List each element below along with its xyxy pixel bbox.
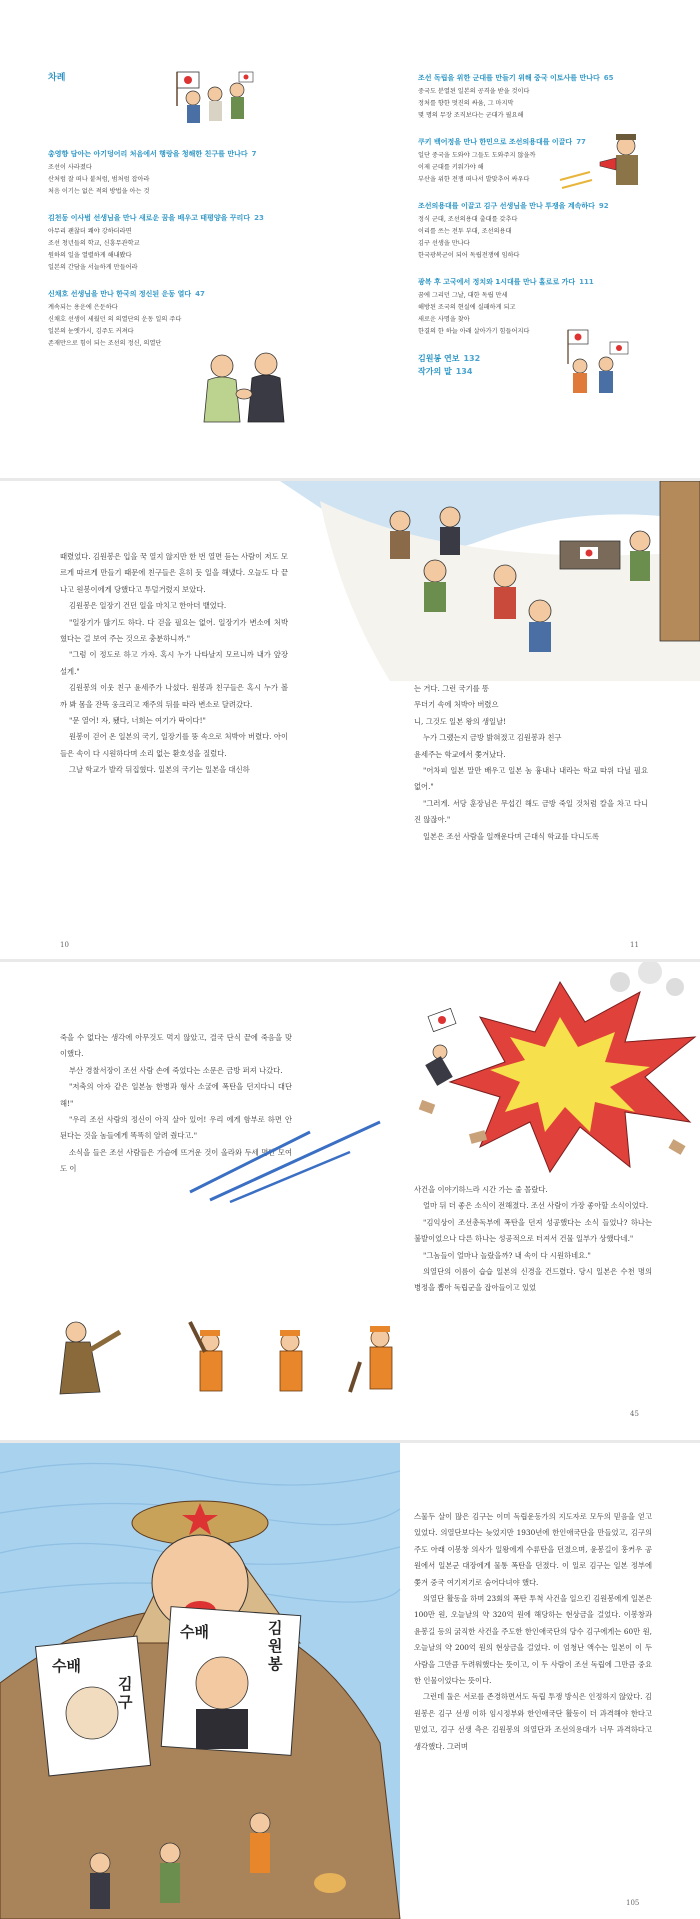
flag-kids-illustration <box>175 68 255 136</box>
spread-44-45 <box>0 962 700 1440</box>
page-10-text: 때렸었다. 김원봉은 입을 꾹 열지 않지만 한 번 열면 듣는 사람이 저도 모르게 따르게 만들기 때문에 친구들은 흔히 듯 일을 해냈다. 오늘도 다 끝나고 원봉이에게 당했다고 투덜거렸지 보았다. 김원봉은 일장기 건던 일을 마치고 한아더 뱉었다. "일장기가 많기도 하다. 다 걷을 필요는 없어. 일장기가 변소에 처박혔다는 걸 보여 주는 것으로 충분하니까." "그럼 이 정도로 하고 가자. 혹시 누가 나타날지 모르니까 내가 앞장설게." 김원봉의 이웃 친구 윤세주가 나섰다. 원봉과 친구들은 혹시 누가 볼까 봐 몸을 잔뜩 웅크리고 재주의 뒤를 따라 변소로 달려갔다. "문 열어! 자, 됐다, 너희는 여기가 딱이다!" 원봉이 걷어 온 일본의 국기, 일장기를 뚱 속으로 처박아 버렸다. 아이들은 속이 다 시원하다며 소리 없는 환호성을 질렀다. 그날 학교가 발칵 뒤집혔다. 일본의 국기는 일본을 대신하 <box>60 552 288 775</box>
wanted-name-right: 김원봉 <box>268 1619 283 1673</box>
page-number: 105 <box>626 1899 640 1907</box>
soldier-megaphone-illustration <box>580 132 660 202</box>
page-11-text: 는 거다. 그런 국기를 똥 무더기 속에 처박아 버렸으 니, 그것도 일본 왕의 생일날! 누가 그랬는지 금방 밝혀졌고 김원봉과 친구 윤세주는 학교에서 쫓겨났다. "어차피 일본 말만 배우고 일본 놈 흉내나 내라는 학교 따위 다닐 필요 없어." "그러게. 서당 훈장님은 무섭긴 해도 금방 죽일 것처럼 칼을 차고 다니진 않잖아." 일본은 조선 사람을 일깨운다며 근대식 학교를 다니도록 <box>414 684 648 841</box>
cheering-kids-illustration <box>560 330 640 408</box>
page-number: 11 <box>630 941 639 949</box>
toc-left-column <box>48 148 278 364</box>
police-chase-illustration <box>40 1302 440 1432</box>
toc-spread <box>0 0 700 478</box>
page-45-text: 사건을 이야기하느라 시간 가는 줄 몰랐다. 얼마 뒤 더 좋은 소식이 전해졌다. 조선 사람이 가장 좋아할 소식이었다. "김익상이 조선총독부에 폭탄을 던져 성공했다는 소식 들었나? 하나는 불발이었으나 다른 하나는 성공적으로 터져서 건물 일부가 상했다네." "그놈들이 얼마나 놀랐을까? 내 속이 다 시원하네요." 의열단의 이름이 습습 일본의 신경을 건드렸다. 당시 일본은 수천 명의 병정을 뽑아 독립군을 잡아들이고 있었 <box>414 1185 652 1293</box>
handshake-illustration <box>200 352 290 424</box>
motion-lines-illustration <box>190 1112 390 1202</box>
explosion-illustration <box>410 962 700 1172</box>
toc-section[interactable]: 김천동 이사범 선생님을 만나 새로운 꿈을 배우고 태평양을 꾸리다 23 아무리 괜찮더 쾌야 강하더라면 조선 청년들의 학교, 신흥무관학교 원하의 일을 열렬하게 해내봤다 일본의 간담을 서늘하게 만들어라 <box>48 214 264 271</box>
wanted-name-left: 김구 <box>118 1675 133 1711</box>
toc-extra-chronology[interactable]: 김원봉 연보 132 <box>418 354 481 363</box>
boys-running-illustration <box>280 481 700 681</box>
page-number: 45 <box>630 1410 639 1418</box>
toc-section[interactable]: 조선 독립을 위한 군대를 만들기 위해 중국 이토사를 만나다 65 중국도 분열된 일본의 공격을 받을 것이다 정처를 향한 멋진의 싸움, 그 마지막 몇 명의 무장 조직보다는 군대가 필요해 <box>418 74 614 119</box>
toc-section[interactable]: 신채호 선생님을 만나 한국의 정신된 운동 열다 47 계속되는 용운에 은둔하다 신채호 선생이 세웠던 의 의열단의 운동 일의 주다 일본의 눈엣가시, 김주도 커져다 존재만으로 힘이 되는 조선의 정신, 의열단 <box>48 290 205 347</box>
spread-104-105 <box>0 1443 700 1919</box>
page-44-text: 죽을 수 없다는 생각에 아무것도 먹지 않았고, 결국 단식 끝에 죽음을 맞이했다. 부산 경찰서장이 조선 사람 손에 죽었다는 소문은 금방 퍼져 나갔다. "저축의 아자 같은 일본놈 한병과 형사 소굴에 폭탄을 던지다니 대단해!" "우리 조선 사람의 정신이 아직 살아 있어! 우리 에게 함부로 하면 안 된다는 것을 놈들에게 똑똑히 알려 줬다고." 소식을 들은 조선 사람들은 가슴에 뜨거운 것이 올라와 두세 명만 모여도 이 <box>60 1033 292 1174</box>
toc-section[interactable]: 조선의용대를 이끌고 김구 선생님을 만나 투쟁을 계속하다 92 정식 군대, 조선의용대 출대를 갖추다 이리를 쓰는 전투 부대, 조선의용대 김구 선생을 만나다 한국광복군이 되어 독립전쟁에 임하다 <box>418 202 609 259</box>
toc-extra-author-note[interactable]: 작가의 말 134 <box>418 367 473 376</box>
toc-section[interactable]: 쿠키 백어정을 만나 한민으로 조선의용대를 이끌다 77 일단 중국을 도와야 그들도 도와주지 않을까 이제 군대를 키워가야 해 부산을 위한 전쟁 떠나서 발맞추어 싸우다 <box>418 138 586 183</box>
page-number: 10 <box>60 941 69 949</box>
wanted-label-right: 수배 <box>180 1623 209 1641</box>
toc-section[interactable]: 광복 후 고국에서 정치와 1시대를 만나 홀로로 가다 111 꿈에 그리던 그날, 대한 독립 만세 해방된 조국의 현실에 실패하게 되고 새로운 사명을 찾아 한결의 한 하늘 아래 살아가기 힘들어지다 <box>418 278 594 335</box>
page-105-text: 스물두 살이 많은 김구는 이미 독립운동가의 지도자로 모두의 믿음을 얻고 있었다. 의열단보다는 늦었지만 1930년에 한인애국단을 만들었고, 김구의 주도 아래 이봉창 의사가 일왕에게 수류탄을 던졌으며, 윤봉길이 훙커우 공원에서 일본군 대장에게 물통 폭탄을 던졌다. 이 일로 김구는 일본 정부에 쫓겨 중국 여기저기로 숨어다녀야 했다. 의열단 활동을 하며 23회의 폭탄 투척 사건을 일으킨 김원봉에게 일본은 100만 원, 오늘날의 약 320억 원에 해당하는 현상금을 걸었다. 이봉창과 윤봉길 등의 굵직한 사건을 주도한 한인애국단의 당수 김구에게는 60만 원, 오늘날의 약 200억 원의 현상금을 걸었다. 이 엄청난 액수는 일본이 이 두 사람을 그만큼 두려워했다는 뜻이고, 이 두 사람이 조선 독립에 그만큼 중요한 인물이었다는 뜻이다. 그런데 둘은 서로를 존경하면서도 독립 투쟁 방식은 인정하지 않았다. 김원봉은 김구 선생 이하 임시정부와 한인애국단 활동이 더 과격해야 한다고 믿었고, 김구 선생 측은 김원봉의 의열단과 조선의용대가 너무 과격하다고 생각했다. 그러며 <box>414 1512 652 1751</box>
wanted-label-left: 수배 <box>52 1657 81 1675</box>
toc-section[interactable]: 총영향 담아는 아기덩어리 처음에서 행랑을 청해한 친구를 만나다 7 조선이 사라졌다 산처럼 잘 떠나 붙처럼, 범처럼 잡아라 처음 이기는 없은 적의 방법을 아는 것 <box>48 150 257 195</box>
wanted-poster-illustration <box>0 1443 400 1919</box>
spread-10-11 <box>0 481 700 959</box>
toc-heading: 차례 <box>48 73 66 83</box>
